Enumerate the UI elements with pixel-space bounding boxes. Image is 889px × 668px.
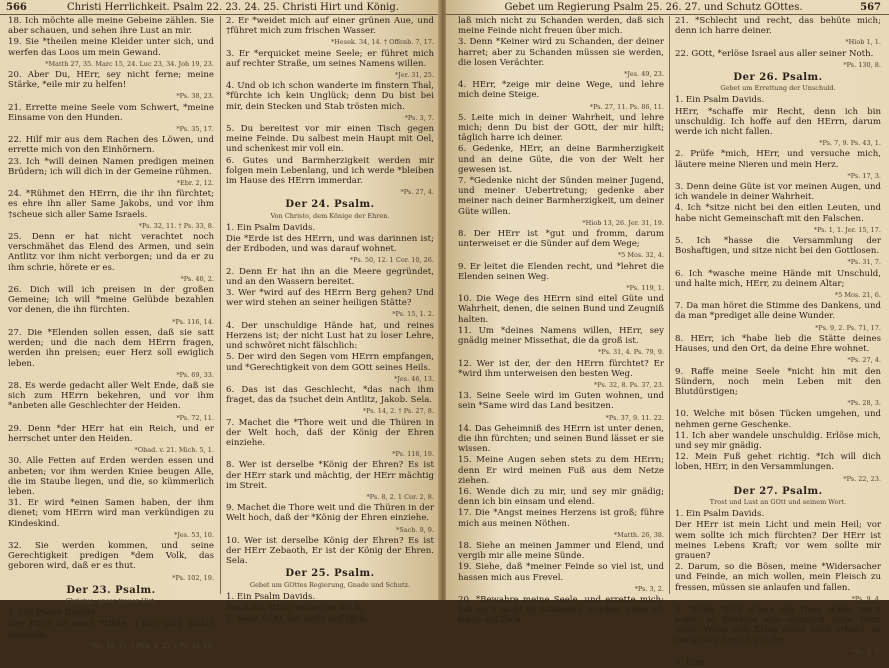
verse-text: 23. Ich *will deinen Namen predigen meinen Brüdern; ich will dich in der Gemeine rühmen.	[8, 156, 214, 177]
verse-text: 5. Der wird den Segen vom HErrn empfangen, und *Gerechtigkeit von dem GOtt seines Heils.	[226, 352, 434, 373]
verse-text: laß mich nicht zu Schanden werden, daß sich meine Feinde nicht freuen über mich.	[458, 16, 664, 37]
verse-text: 11. Ich aber wandele unschuldig. Erlöse mich, und sey mir gnädig.	[675, 430, 881, 451]
right-column-1	[458, 16, 664, 626]
verse-text: 8. Wer ist derselbe *König der Ehren? Es ist der HErr stark und mächtig, der HErr mächtig im Streit.	[226, 460, 434, 491]
cross-reference: *Ps. 50, 12. 1 Cor. 10, 26.	[349, 256, 434, 265]
verse-text: 15. Meine Augen sehen stets zu dem HErrn; denn Er wird meinen Fuß aus dem Netze ziehen.	[458, 455, 664, 486]
cross-reference: *Ps. 27, 4.	[400, 188, 434, 197]
verse-text: 4. Der unschuldige Hände hat, und reines Herzens ist; der nicht Lust hat zu loser Lehre, und schwöret nicht fälschlich:	[226, 320, 434, 352]
cross-reference: *Ps. 37, 9. 11. 22.	[605, 413, 664, 422]
left-header-title: Christi Herrlichkeit. Psalm 22. 23. 24. 25. Christi Hirt und König.	[67, 1, 399, 13]
verse-text: 11. Um *deines Namens willen, HErr, sey gnädig meiner Missethat, die da groß ist.	[458, 325, 664, 347]
right-column-2	[675, 16, 881, 668]
verse-text: 3. Denn deine Güte ist vor meinen Augen, und ich wandele in deiner Wahrheit.	[675, 182, 881, 203]
verse-text: Der HErr ist mein *Hirte; †mir wird nichts mangeln.	[8, 619, 214, 640]
cross-reference: *Matth 27, 35. Marc 15, 24. Luc 23, 34. Joh 19, 23.	[45, 59, 214, 68]
verse-text: 32. Sie werden kommen, und seine Gerechtigkeit predigen *dem Volk, das geboren wird, daß er es thut.	[8, 540, 214, 572]
cross-reference: *Hiob 1, 1.	[845, 38, 881, 47]
cross-reference: *Jes. 40, 11. † Petr. 2, 25. † Ps. 34, 10.	[89, 641, 214, 650]
cross-reference: *Ps. 32, 8. Ps. 37, 23.	[594, 380, 664, 389]
verse-text: Nach dir, HErr, verlanget mich.	[226, 602, 364, 613]
verse-text: 9. Raffe meine Seele *nicht hin mit den Sündern, noch mein Leben mit den Blutdürstigen;	[675, 366, 881, 397]
column-divider	[220, 16, 221, 594]
cross-reference: *Hiob 13, 26. Jer. 31, 19.	[582, 218, 664, 227]
verse-text: 9. Er leitet die Elenden recht, und *lehret die Elenden seinen Weg.	[458, 261, 664, 282]
psalm-heading: Der 26. Psalm.	[733, 72, 823, 84]
cross-reference: *Ps. 32, 11. † Ps. 33, 8.	[138, 221, 214, 230]
verse-text: 7. Machet die *Thore weit und die Thüren in der Welt hoch, daß der König der Ehren einziehe.	[226, 417, 434, 448]
verse-text: 22. Hilf mir aus dem Rachen des Löwen, und errette mich von den Einhörnern.	[8, 135, 214, 156]
verse-text: 1. Ein Psalm Davids.	[8, 608, 98, 619]
cross-reference: *Ps. 119, 1.	[626, 284, 664, 293]
cross-reference: *Ps. 1, 1. Jer. 15, 17.	[813, 225, 881, 234]
cross-reference: *Ps. 17, 3.	[847, 171, 881, 180]
verse-text: 21. Errette meine Seele vom Schwert, *meine Einsame von den Hunden.	[8, 102, 214, 123]
cross-reference: *Ps. 22, 23.	[843, 474, 881, 483]
cross-reference: *Ps. 3, 7.	[404, 113, 434, 122]
left-page-number: 566	[6, 1, 27, 13]
cross-reference: *Ps. 14, 2. † Ps. 27, 8.	[362, 407, 434, 416]
cross-reference: *Ps. 38, 23.	[176, 92, 214, 101]
cross-reference: *Ps. 15, 1. 2.	[392, 310, 434, 319]
psalm-subtitle: Gebet um Errettung der Unschuld.	[720, 84, 836, 93]
psalm-heading: Der 24. Psalm.	[285, 199, 375, 211]
verse-text: 5. Du bereitest vor mir einen Tisch gegen meine Feinde. Du salbest mein Haupt mit Oel, und schenkest mir voll ein.	[226, 124, 434, 155]
verse-text: 6. Gutes und Barmherzigkeit werden mir folgen mein Lebenlang, und ich werde *bleiben im Hause des HErrn immerdar.	[226, 155, 434, 187]
verse-text: 8. HErr, ich *habe lieb die Stätte deines Hauses, und den Ort, da deine Ehre wohnet.	[675, 333, 881, 355]
cross-reference: *Ps. 69, 33.	[176, 370, 214, 379]
verse-text: 5. Leite mich in deiner Wahrheit, und lehre mich; denn Du bist der GOtt, der mir hilft; täglich harre ich deiner.	[458, 112, 664, 144]
verse-text: 7. *Gedenke nicht der Sünden meiner Jugend, und meiner Uebertretung; gedenke aber meiner nach deiner Barmherzigkeit, um deiner Güte willen.	[458, 176, 664, 217]
verse-text: 1. Ein Psalm Davids.	[226, 591, 316, 602]
cross-reference: *Ps. 116, 14.	[172, 317, 214, 326]
verse-text: 3. Er *erquicket meine Seele; er führet mich auf rechter Straße, um seines Namens willen.	[226, 48, 434, 69]
verse-text: 19. Siehe, daß *meiner Feinde so viel ist, und hassen mich aus Frevel.	[458, 562, 664, 583]
cross-reference: *5 Mos. 21, 6.	[834, 291, 881, 300]
verse-text: 6. Das ist das Geschlecht, *das nach ihm fraget, das da †suchet dein Antlitz, Jakob. Sela.	[226, 384, 434, 406]
cross-reference: *Ps. 118, 19.	[392, 450, 434, 459]
verse-text: 2. Darum, so die Bösen, meine *Widersacher und Feinde, an mich wollen, mein Fleisch zu fressen, müssen sie anlaufen und fallen.	[675, 562, 881, 593]
verse-text: 9. Machet die Thore weit und die Thüren in der Welt hoch, daß der *König der Ehren einziehe.	[226, 503, 434, 524]
cross-reference: *Ps. 9, 2. Ps. 71, 17.	[815, 323, 881, 332]
psalm-subtitle: Christus, unser treuer Hirt.	[65, 596, 157, 605]
cross-reference: *Ps. 27, 4.	[847, 356, 881, 365]
right-page-number: 567	[860, 1, 881, 13]
verse-text: 1. Ein Psalm Davids.	[675, 95, 765, 106]
verse-text: Der HErr ist mein Licht und mein Heil; vor wem sollte ich mich fürchten? Der HErr ist meines Lebens Kraft; vor wem sollte mir grauen?	[675, 520, 881, 561]
cross-reference: *Jer. 31, 25.	[395, 71, 434, 80]
verse-text: 26. Dich will ich preisen in der großen Gemeine; ich will *meine Gelübde bezahlen vor denen, die ihn fürchten.	[8, 285, 214, 316]
verse-text: 12. Wer ist der, der den HErrn fürchtet? Er *wird ihm unterweisen den besten Weg.	[458, 358, 664, 379]
cross-reference: *Ps. 72, 11.	[176, 413, 214, 422]
verse-text: 2. Denn Er hat ihn an die Meere gegründet, und an den Wassern bereitet.	[226, 266, 434, 287]
cross-reference: *Ps. 40, 2.	[180, 274, 214, 283]
verse-text: 2. Er *weidet mich auf einer grünen Aue, und †führet mich zum frischen Wasser.	[226, 16, 434, 37]
cross-reference: *Ps. 3, 7.	[851, 647, 881, 656]
verse-text: 27. Die *Elenden sollen essen, daß sie satt werden; und die nach dem HErrn fragen, werden ihn preisen; euer Herz soll ewiglich leben.	[8, 327, 214, 369]
verse-text: 28. Es werde gedacht aller Welt Ende, daß sie sich zum HErrn bekehren, und vor ihm *anbeten alle Geschlechter der Heiden.	[8, 380, 214, 412]
cross-reference: *Ps. 3, 2.	[634, 584, 664, 593]
cross-reference: *Sach. 9, 9.	[395, 525, 434, 534]
verse-text: 6. Ich *wasche meine Hände mit Unschuld, und halte mich, HErr, zu deinem Altar;	[675, 268, 881, 289]
left-column-1	[8, 16, 214, 650]
verse-text: 17. Die *Angst meines Herzens ist groß; führe mich aus meinen Nöthen.	[458, 508, 664, 529]
cross-reference: *Ps. 7, 9. Ps. 43, 1.	[819, 139, 881, 148]
verse-text: 22. GOtt, *erlöse Israel aus aller seiner Noth.	[675, 48, 874, 59]
psalm-heading: Der 27. Psalm.	[733, 485, 823, 497]
verse-text: HErr, *schaffe mir Recht, denn ich bin unschuldig. Ich hoffe auf den HErrn, darum werde ich nicht fallen.	[675, 106, 881, 138]
cross-reference: *Jes. 49, 23.	[624, 70, 664, 79]
verse-text: 25. Denn er hat nicht verachtet noch verschmähet das Elend des Armen, und sein Antlitz vor ihm nicht verborgen; und da er zu ihm schrie, hörete er es.	[8, 232, 214, 273]
cross-reference: *Ps. 31, 4. Ps. 79, 9.	[598, 348, 664, 357]
psalm-subtitle: Trost und Lust an GOtt und seinem Wort.	[709, 497, 847, 506]
cross-reference: *Matth. 26, 38.	[613, 530, 664, 539]
left-column-2	[226, 16, 434, 625]
psalm-heading: Der 23. Psalm.	[66, 584, 156, 596]
psalm-heading: Der 25. Psalm.	[285, 568, 375, 580]
verse-text: 10. Die Wege des HErrn sind eitel Güte und Wahrheit, denen, die seinen Bund und Zeugniß halten.	[458, 294, 664, 325]
right-page	[446, 0, 889, 668]
cross-reference: *Hesek. 34, 14. † Offenb. 7, 17.	[330, 38, 434, 47]
column-divider	[669, 16, 670, 594]
left-page	[0, 0, 440, 650]
verse-text: 4. HErr, *zeige mir deine Wege, und lehre mich deine Steige.	[458, 80, 664, 101]
verse-text: 18. Ich möchte alle meine Gebeine zählen. Sie aber schauen, und sehen ihre Lust an mir.	[8, 16, 214, 37]
verse-text: 2. Mein GOtt, ich hoffe auf Dich;	[226, 614, 369, 625]
verse-text: 21. *Schlecht und recht, das behüte mich; denn ich harre deiner.	[675, 16, 881, 37]
verse-text: 3. Wenn *sich schon ein Heer wider mich leget, so fürchtet sich dennoch mein Herz nicht. Wenn sich Krieg wider mich erhebt, so verlasse ich mich auf Ihn.	[675, 604, 881, 646]
verse-text: 31. Er wird *einen Samen haben, der ihm dienet; vom HErrn wird man verkündigen zu Kindeskind.	[8, 498, 214, 529]
verse-text: 4. Ich *sitze nicht bei den eitlen Leuten, und habe nicht Gemeinschaft mit den Falschen.	[675, 203, 881, 224]
verse-text: 4. Und ob ich schon wanderte im finstern Thal, *fürchte ich kein Unglück; denn Du bist bei mir, dein Stecken und Stab trösten mich.	[226, 81, 434, 112]
cross-reference: *Obad. v. 21. Mich. 5, 1.	[134, 446, 214, 455]
psalm-subtitle: Gebet um GOttes Regierung, Gnade und Schutz.	[249, 580, 411, 589]
verse-text: 12. Mein Fuß gehet richtig. *Ich will dich loben, HErr, in den Versammlungen.	[675, 452, 881, 473]
verse-text: 3. Denn *Keiner wird zu Schanden, der deiner harret; aber zu Schanden müssen sie werden, die losen Verächter.	[458, 37, 664, 68]
verse-text: 13. Seine Seele wird im Guten wohnen, und sein *Same wird das Land besitzen.	[458, 391, 664, 412]
verse-text: 19. Sie *theilen meine Kleider unter sich, und werfen das Loos um mein Gewand.	[8, 37, 214, 58]
verse-text: 29. Denn *der HErr hat ein Reich, und er herrschet unter den Heiden.	[8, 423, 214, 444]
right-header-title: Gebet um Regierung Psalm 25. 26. 27. und Schutz GOttes.	[504, 1, 803, 13]
verse-text: 10. Wer ist derselbe König der Ehren? Es ist der HErr Zebaoth, Er ist der König der Ehren. Sela.	[226, 535, 434, 567]
verse-text: 5. Ich *hasse die Versammlung der Boshaftigen, und sitze nicht bei den Gottlosen.	[675, 236, 881, 257]
cross-reference: *Ps. 9, 4.	[851, 594, 881, 603]
verse-text: 20. Aber Du, HErr, sey nicht ferne; meine Stärke, *eile mir zu helfen!	[8, 70, 214, 91]
verse-text: 20. *Bewahre meine Seele, und errette mich; laß mich nicht zu Schanden werden, denn ich traue auf Dich.	[458, 594, 664, 626]
cross-reference: *Ps. 8, 2. 1 Cor. 2, 8.	[366, 492, 434, 501]
cross-reference: *Ps. 35, 17.	[176, 125, 214, 134]
verse-text: 10. Welche mit bösen Tücken umgehen, und nehmen gerne Geschenke.	[675, 409, 881, 430]
verse-text: 1. Ein Psalm Davids.	[675, 509, 765, 520]
cross-reference: *5 Mos. 32, 4.	[617, 251, 664, 260]
verse-text: 2. Prüfe *mich, HErr, und versuche mich, läutere meine Nieren und mein Herz.	[675, 149, 881, 170]
verse-text: 8. Der HErr ist *gut und fromm, darum unterweiset er die Sünder auf dem Wege;	[458, 229, 664, 250]
cross-reference: *Ps. 31, 7.	[847, 258, 881, 267]
verse-text: 7. Da man höret die Stimme des Dankens, und da man *prediget alle deine Wunder.	[675, 301, 881, 322]
verse-text: 18. Siehe an meinen Jammer und Elend, und vergib mir alle meine Sünde.	[458, 540, 664, 562]
verse-text: Die *Erde ist des HErrn, und was darinnen ist; der Erdboden, und was darauf wohnet.	[226, 234, 434, 255]
cross-reference: *Jes. 53, 10.	[174, 530, 214, 539]
verse-text: 24. *Rühmet den HErrn, die ihr ihn fürchtet; es ehre ihn aller Same Jakobs, und vor ihm †scheue sich aller Same Israels.	[8, 189, 214, 220]
psalm-subtitle: Von Christo, dem Könige der Ehren.	[270, 211, 390, 220]
cross-reference: *Ps. 27, 11. Ps. 86, 11.	[589, 102, 664, 111]
cross-reference: *Ps. 130, 8.	[843, 60, 881, 69]
verse-text: 4. Eins	[675, 657, 705, 668]
verse-text: 14. Das Geheimniß des HErrn ist unter denen, die ihn fürchten; und seinen Bund lässet er sie wissen.	[458, 423, 664, 455]
verse-text: 3. Wer *wird auf des HErrn Berg gehen? Und wer wird stehen an seiner heiligen Stätte?	[226, 288, 434, 309]
verse-text: 16. Wende dich zu mir, und sey mir gnädig; denn ich bin einsam und elend.	[458, 486, 664, 508]
verse-text: 1. Ein Psalm Davids.	[226, 222, 316, 233]
verse-text: 6. Gedenke, HErr, an deine Barmherzigkeit und an deine Güte, die von der Welt her gewesen ist.	[458, 144, 664, 175]
right-running-header	[446, 0, 889, 15]
left-running-header	[0, 0, 440, 15]
cross-reference: *Ps. 102, 19.	[172, 573, 214, 582]
cross-reference: *Jes. 46, 13.	[394, 374, 434, 383]
cross-reference: *Ps. 28, 3.	[847, 399, 881, 408]
verse-text: 30. Alle Fetten auf Erden werden essen und anbeten; vor ihm werden Kniee beugen Alle, die im Staube liegen, und die, so kümmerlich leben.	[8, 456, 214, 497]
cross-reference: *Ebr. 2, 12.	[176, 179, 214, 188]
